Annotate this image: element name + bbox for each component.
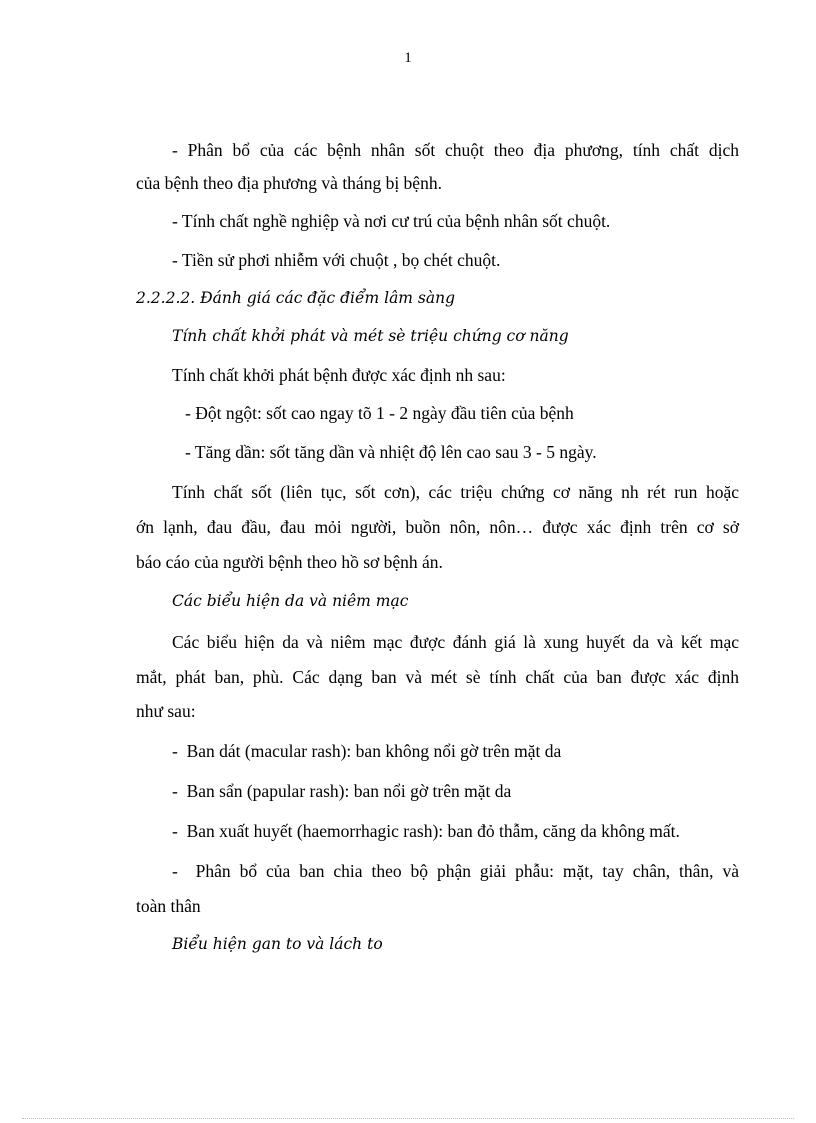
subsection-heading-skin: Các biểu hiện da và niêm mạc: [172, 592, 409, 610]
body-line: Tính chất sốt (liên tục, sốt cơn), các triệu chứng cơ năng nh rét run hoặc: [172, 482, 739, 502]
subsection-heading-onset: Tính chất khởi phát và mét sè triệu chứng cơ năng: [172, 327, 569, 345]
body-line: Tính chất khởi phát bệnh được xác định nh sau:: [172, 365, 506, 385]
body-line: báo cáo của người bệnh theo hồ sơ bệnh án.: [136, 552, 443, 572]
subsection-heading-liver-spleen: Biểu hiện gan to và lách to: [172, 935, 383, 953]
page-bottom-border: [22, 1118, 794, 1119]
section-heading: 2.2.2.2. Đánh giá các đặc điểm lâm sàng: [136, 289, 456, 307]
bullet-rash-distribution: - Phân bổ của ban chia theo bộ phận giải phẫu: mặt, tay chân, thân, và: [172, 861, 739, 881]
bullet-papular-rash: - Ban sẩn (papular rash): ban nổi gờ trên mặt da: [172, 781, 512, 801]
bullet-sudden-onset: - Đột ngột: sốt cao ngay tõ 1 - 2 ngày đầu tiên của bệnh: [185, 403, 574, 423]
bullet-haemorrhagic-rash: - Ban xuất huyết (haemorrhagic rash): ban đỏ thẫm, căng da không mất.: [172, 821, 680, 841]
bullet-geographic-distribution: - Phân bổ của các bệnh nhân sốt chuột theo địa phương, tính chất dịch: [172, 140, 739, 160]
body-line: như sau:: [136, 701, 196, 721]
body-line: mắt, phát ban, phù. Các dạng ban và mét sè tính chất của ban được xác định: [136, 667, 739, 687]
body-line: toàn thân: [136, 896, 201, 916]
bullet-occupation-residence: - Tính chất nghề nghiệp và nơi cư trú của bệnh nhân sốt chuột.: [172, 211, 611, 231]
body-line: ớn lạnh, đau đầu, đau mỏi người, buồn nôn, nôn… được xác định trên cơ sở: [136, 517, 739, 537]
body-line: Các biểu hiện da và niêm mạc được đánh giá là xung huyết da và kết mạc: [172, 632, 739, 652]
bullet-rat-exposure-history: - Tiền sử phơi nhiễm với chuột , bọ chét chuột.: [172, 250, 501, 270]
bullet-macular-rash: - Ban dát (macular rash): ban không nổi gờ trên mặt da: [172, 741, 562, 761]
bullet-gradual-onset: - Tăng dần: sốt tăng dần và nhiệt độ lên cao sau 3 - 5 ngày.: [185, 442, 597, 462]
page-number: 1: [404, 50, 412, 66]
body-line: của bệnh theo địa phương và tháng bị bệnh.: [136, 173, 442, 193]
